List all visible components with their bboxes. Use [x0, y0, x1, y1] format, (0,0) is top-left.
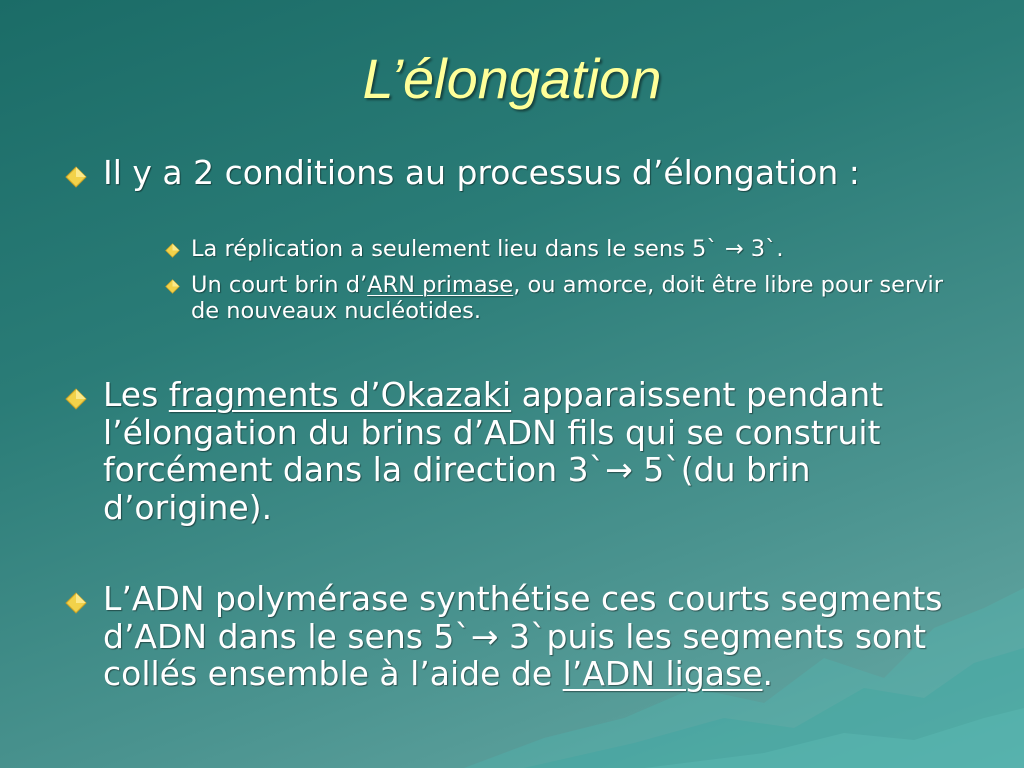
adn-ligase-link[interactable]: l’ADN ligase	[562, 654, 763, 693]
fragments-okazaki-link[interactable]: fragments d’Okazaki	[168, 375, 512, 414]
arn-primase-link[interactable]: ARN primase	[367, 272, 514, 298]
bullet-conditions-text: Il y a 2 conditions au processus d’élongation :	[103, 153, 860, 192]
bullet-polymerase-text	[103, 580, 965, 693]
subbullet-primase-after: , ou amorce, doit être libre pour servir de nouveaux nucléotides.	[191, 272, 944, 324]
subbullet-primase-text	[191, 272, 965, 324]
diamond-bullet-icon	[65, 388, 87, 410]
subbullet-direction-text: La réplication a seulement lieu dans le sens 5` → 3`.	[191, 236, 784, 262]
diamond-bullet-icon	[65, 166, 87, 188]
diamond-bullet-icon	[65, 592, 87, 614]
bullet-okazaki-before: Les	[103, 375, 169, 414]
subbullet-direction	[165, 236, 965, 262]
bullet-polymerase-before: L’ADN polymérase synthétise ces courts segments d’ADN dans le sens 5`→ 3`puis les segments sont collés ensemble à l’aide de	[103, 579, 943, 693]
subbullet-primase	[165, 272, 965, 324]
subbullet-primase-before: Un court brin d’	[191, 272, 368, 298]
slide-title: L’élongation	[362, 47, 662, 110]
bullet-okazaki-text	[103, 376, 965, 526]
bullet-polymerase-after: .	[762, 654, 773, 693]
bullet-okazaki-after: apparaissent pendant l’élongation du brins d’ADN fils qui se construit forcément dans la direction 3`→ 5`(du brin d’origine).	[103, 375, 884, 527]
bullet-conditions	[65, 154, 965, 192]
bullet-okazaki	[65, 376, 965, 526]
diamond-bullet-icon	[165, 279, 180, 294]
diamond-bullet-icon	[165, 243, 180, 258]
bullet-polymerase	[65, 580, 965, 693]
